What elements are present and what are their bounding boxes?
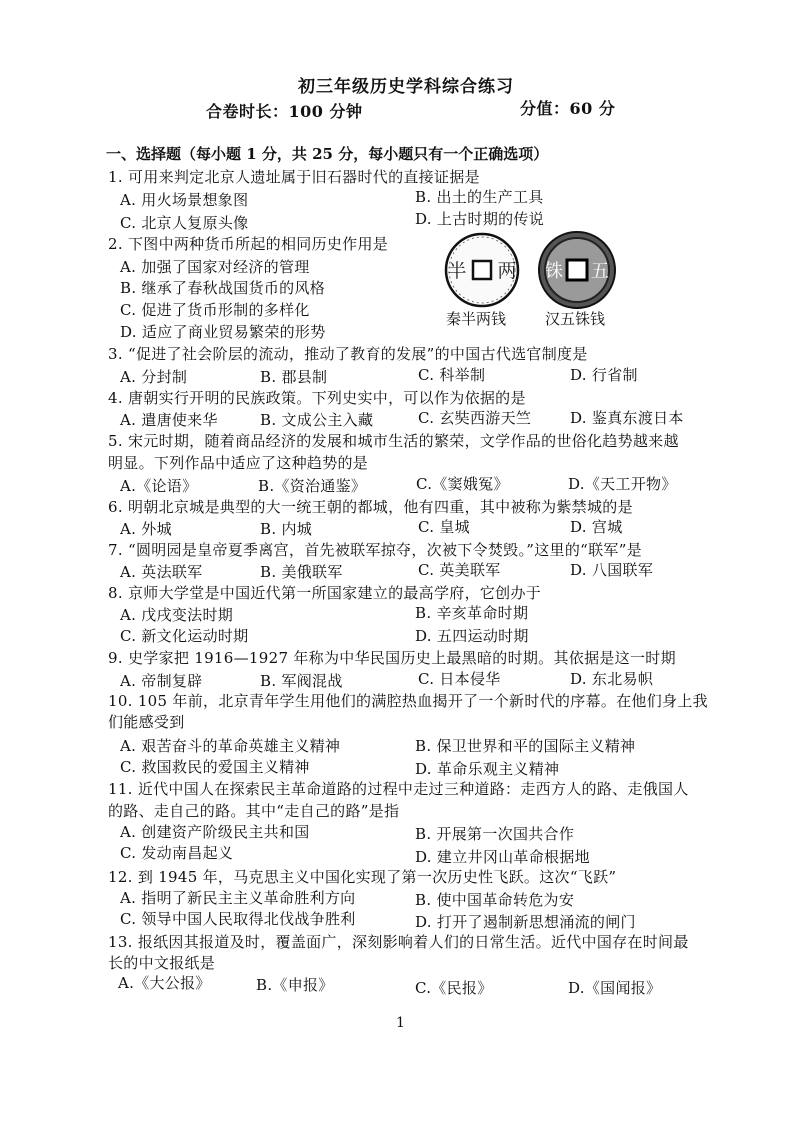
- question-12-stem: 12. 到 1945 年，马克思主义中国化实现了第一次历史性飞跃。这次“飞跃”: [108, 868, 617, 886]
- coin1-caption: 秦半两钱: [446, 310, 507, 328]
- question-6-option-a: A. 外城: [120, 520, 172, 538]
- question-10-stem-line1: 10. 105 年前，北京青年学生用他们的满腔热血揭开了一个新时代的序幕。在他们身上我: [108, 692, 708, 710]
- question-9-option-c: C. 日本侵华: [418, 670, 501, 688]
- question-8-stem: 8. 京师大学堂是中国近代第一所国家建立的最高学府，它创办于: [108, 584, 542, 602]
- question-6-stem: 6. 明朝北京城是典型的大一统王朝的都城，他有四重，其中被称为紫禁城的是: [108, 498, 633, 516]
- question-7-stem: 7. “圆明园是皇帝夏季离宫，首先被联军掠夺，次被下令焚毁。”这里的“联军”是: [108, 541, 642, 559]
- coin1-right-char: 两: [497, 260, 517, 282]
- question-3-option-c: C. 科举制: [418, 366, 486, 384]
- question-3-option-b: B. 郡县制: [260, 368, 328, 386]
- question-12-option-d: D. 打开了遏制新思想涌流的闸门: [415, 913, 636, 931]
- question-7-option-b: B. 美俄联军: [260, 563, 343, 581]
- question-11-stem-line1: 11. 近代中国人在探索民主革命道路的过程中走过三种道路：走西方人的路、走俄国人: [108, 780, 689, 798]
- question-10-option-b: B. 保卫世界和平的国际主义精神: [415, 737, 636, 755]
- question-8-option-c: C. 新文化运动时期: [120, 627, 249, 645]
- question-11-option-c: C. 发动南昌起义: [120, 844, 234, 862]
- question-2-option-b: B. 继承了春秋战国货币的风格: [120, 279, 326, 297]
- question-11-option-a: A. 创建资产阶级民主共和国: [120, 823, 310, 841]
- question-4-option-c: C. 玄奘西游天竺: [418, 409, 532, 427]
- exam-duration: 合卷时长：100 分钟: [206, 102, 363, 121]
- question-4-option-b: B. 文成公主入藏: [260, 411, 374, 429]
- coin2-right-char: 五: [591, 261, 609, 282]
- question-13-option-c: C.《民报》: [415, 979, 493, 997]
- page-title: 初三年级历史学科综合练习: [298, 77, 514, 97]
- question-1-stem: 1. 可用来判定北京人遗址属于旧石器时代的直接证据是: [108, 168, 480, 186]
- question-13-option-a: A.《大公报》: [118, 974, 211, 992]
- question-8-option-d: D. 五四运动时期: [415, 627, 529, 645]
- page-number: 1: [396, 1015, 405, 1031]
- section-heading: 一、选择题（每小题 1 分，共 25 分，每小题只有一个正确选项）: [106, 145, 549, 163]
- question-7-option-c: C. 英美联军: [418, 561, 501, 579]
- question-3-option-d: D. 行省制: [570, 366, 638, 384]
- question-1-option-a: A. 用火场景想象图: [120, 191, 249, 209]
- question-5-option-b: B.《资治通鉴》: [258, 477, 367, 495]
- question-9-option-b: B. 军阀混战: [260, 672, 343, 690]
- question-4-option-d: D. 鉴真东渡日本: [570, 409, 684, 427]
- question-2-option-d: D. 适应了商业贸易繁荣的形势: [120, 323, 326, 341]
- question-9-option-a: A. 帝制复辟: [120, 672, 203, 690]
- question-4-option-a: A. 遣唐使来华: [120, 411, 218, 429]
- question-1-option-c: C. 北京人复原头像: [120, 214, 249, 232]
- question-12-option-b: B. 使中国革命转危为安: [415, 891, 575, 909]
- question-1-option-b: B. 出土的生产工具: [415, 188, 544, 206]
- question-8-option-b: B. 辛亥革命时期: [415, 604, 529, 622]
- question-5-option-c: C.《窦娥冤》: [416, 475, 509, 493]
- question-5-option-d: D.《天工开物》: [568, 475, 677, 493]
- question-10-stem-line2: 们能感受到: [108, 713, 185, 731]
- question-9-stem: 9. 史学家把 1916—1927 年称为中华民国历史上最黑暗的时期。其依据是这一时期: [108, 649, 676, 667]
- question-2-stem: 2. 下图中两种货币所起的相同历史作用是: [108, 235, 389, 253]
- question-3-option-a: A. 分封制: [120, 368, 188, 386]
- coin1-left-char: 半: [447, 260, 467, 282]
- question-10-option-d: D. 革命乐观主义精神: [415, 760, 560, 778]
- coin2-caption: 汉五铢钱: [545, 310, 606, 328]
- question-13-option-b: B.《申报》: [256, 976, 334, 994]
- exam-score: 分值：60 分: [520, 99, 616, 118]
- question-6-option-d: D. 宫城: [570, 518, 623, 536]
- question-13-option-d: D.《国闻报》: [568, 979, 662, 997]
- question-10-option-a: A. 艰苦奋斗的革命英雄主义精神: [120, 737, 341, 755]
- question-13-stem-line1: 13. 报纸因其报道及时，覆盖面广，深刻影响着人们的日常生活。近代中国存在时间最: [108, 933, 689, 951]
- question-1-option-d: D. 上古时期的传说: [415, 210, 545, 228]
- coin-han-wuzhu-image: [534, 230, 620, 310]
- question-7-option-d: D. 八国联军: [570, 561, 654, 579]
- question-2-option-a: A. 加强了国家对经济的管理: [120, 258, 310, 276]
- question-2-option-c: C. 促进了货币形制的多样化: [120, 301, 310, 319]
- question-12-option-a: A. 指明了新民主主义革命胜利方向: [120, 889, 356, 907]
- question-5-stem-line2: 明显。下列作品中适应了这种趋势的是: [108, 454, 369, 472]
- question-13-stem-line2: 长的中文报纸是: [108, 954, 216, 972]
- question-5-option-a: A.《论语》: [120, 477, 198, 495]
- question-6-option-b: B. 内城: [260, 520, 313, 538]
- question-11-option-d: D. 建立井冈山革命根据地: [415, 848, 590, 866]
- question-6-option-c: C. 皇城: [418, 518, 470, 536]
- question-4-stem: 4. 唐朝实行开明的民族政策。下列史实中，可以作为依据的是: [108, 389, 526, 407]
- question-10-option-c: C. 救国救民的爱国主义精神: [120, 758, 310, 776]
- coin-qin-banliang-image: [439, 232, 525, 308]
- question-12-option-c: C. 领导中国人民取得北伐战争胜利: [120, 910, 356, 928]
- question-5-stem-line1: 5. 宋元时期，随着商品经济的发展和城市生活的繁荣，文学作品的世俗化趋势越来越: [108, 432, 679, 450]
- question-9-option-d: D. 东北易帜: [570, 670, 654, 688]
- question-7-option-a: A. 英法联军: [120, 563, 203, 581]
- question-8-option-a: A. 戊戌变法时期: [120, 606, 234, 624]
- question-11-option-b: B. 开展第一次国共合作: [415, 825, 575, 843]
- coin2-left-char: 铢: [545, 261, 563, 282]
- question-3-stem: 3. “促进了社会阶层的流动，推动了教育的发展”的中国古代选官制度是: [108, 345, 588, 363]
- question-11-stem-line2: 的路、走自己的路。其中“走自己的路”是指: [108, 802, 400, 820]
